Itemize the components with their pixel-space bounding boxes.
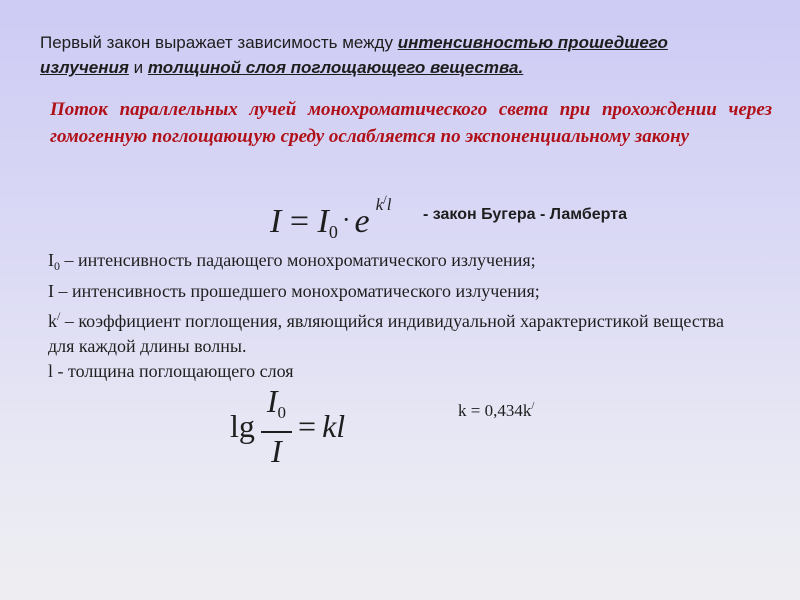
log-formula: [230, 383, 345, 469]
formula1-sub0: 0: [328, 222, 338, 242]
def-symbol: l: [48, 361, 54, 381]
formula2-rhs: kl: [322, 407, 346, 444]
law-statement: Поток параллельных лучей монохроматического света при прохождении через гомогенную поглощающую среду ослабляется по экспоненциальному закону: [50, 99, 772, 147]
def-symbol: I: [48, 250, 54, 270]
def-symbol: I: [48, 281, 54, 301]
formula1-caption: - закон Бугера - Ламберта: [423, 206, 627, 223]
formula2-fraction: [261, 383, 292, 469]
k-relation: [458, 400, 534, 421]
formula1-exp-l: l: [386, 195, 392, 214]
formula1-e: e: [354, 203, 370, 240]
formula1-exp-prime: /: [383, 192, 387, 207]
formula1-eq: =: [281, 203, 318, 240]
definition-item: [48, 248, 748, 279]
definition-item: [48, 304, 748, 359]
formula2-denominator: I: [271, 433, 282, 469]
intro-term-thickness: толщиной слоя поглощающего вещества.: [147, 58, 524, 77]
formula2-numerator: [261, 383, 292, 433]
k-relation-text: k = 0,434k: [458, 401, 532, 420]
formula2-eq: =: [298, 407, 317, 444]
formula1-lhs: I: [270, 203, 282, 240]
definitions-list: [48, 248, 748, 384]
formula1-I: I: [317, 203, 329, 240]
intro-text: Первый закон выражает зависимость между: [40, 33, 398, 52]
formula1-dot: ·: [341, 205, 351, 234]
def-sub: 0: [54, 259, 60, 273]
formula2-lg: lg: [230, 407, 255, 444]
intro-sentence: [40, 30, 740, 80]
formula1-exp-k: k: [375, 195, 384, 214]
formula2-num-sub: 0: [277, 403, 287, 422]
def-text: - толщина поглощающего слоя: [53, 361, 294, 381]
formula2-num: I: [266, 383, 278, 419]
intro-conjunction: и: [128, 58, 148, 77]
def-symbol: k: [48, 311, 57, 331]
definition-item: [48, 359, 748, 384]
def-text: – коэффициент поглощения, являющийся индивидуальной характеристикой вещества для каждой длины волны.: [48, 311, 724, 356]
definition-item: [48, 279, 748, 304]
def-text: – интенсивность падающего монохроматического излучения;: [60, 250, 536, 270]
bouguer-lambert-formula: [270, 192, 392, 242]
def-sup: /: [57, 309, 61, 323]
intro-term-intensity: интенсивностью прошедшего излучения: [40, 33, 668, 77]
def-text: – интенсивность прошедшего монохроматического излучения;: [54, 281, 540, 301]
k-relation-sup: /: [531, 400, 535, 412]
